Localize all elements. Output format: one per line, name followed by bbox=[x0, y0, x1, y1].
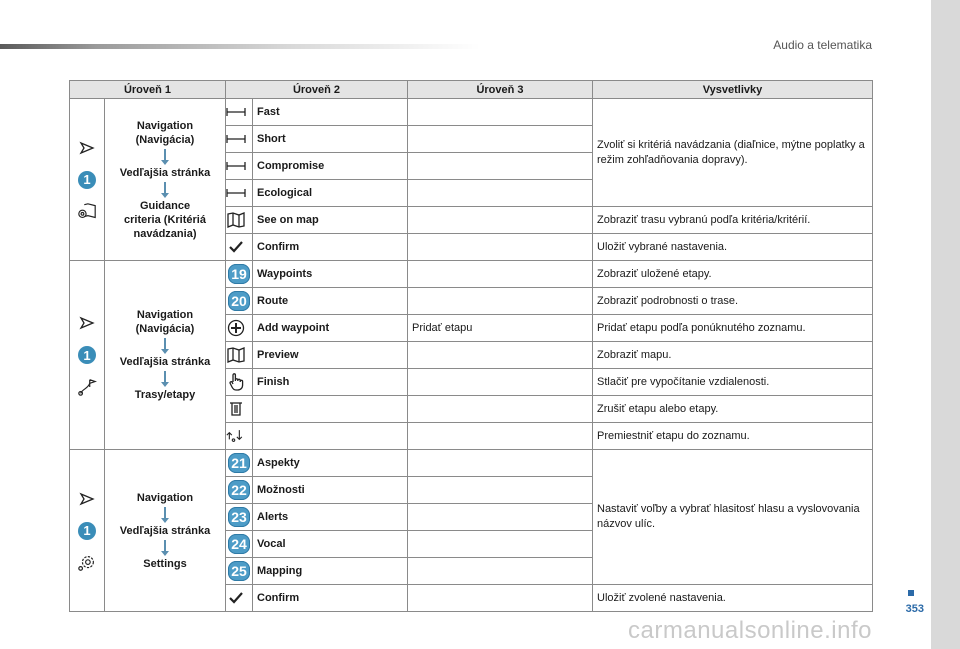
row-icon-cell[interactable] bbox=[226, 342, 253, 369]
description-cell: Zobraziť podrobnosti o trase. bbox=[593, 288, 873, 315]
row-icon-cell[interactable] bbox=[226, 423, 253, 450]
path-arrow-icon bbox=[164, 182, 166, 193]
navigation-arrow-icon bbox=[77, 313, 97, 333]
row-icon-cell[interactable] bbox=[226, 369, 253, 396]
row-icon-cell[interactable] bbox=[226, 207, 253, 234]
level2-cell[interactable]: Waypoints bbox=[253, 261, 408, 288]
page-header-title: Audio a telematika bbox=[773, 38, 872, 52]
description-cell: Zobraziť trasu vybranú podľa kritéria/kritérií. bbox=[593, 207, 873, 234]
table-row bbox=[70, 99, 873, 126]
path-arrow-icon bbox=[164, 507, 166, 518]
level3-cell bbox=[408, 261, 593, 288]
path-step: Vedľajšia stránka bbox=[119, 166, 211, 179]
row-icon-cell[interactable] bbox=[226, 315, 253, 342]
column-header: Vysvetlivky bbox=[593, 81, 873, 99]
description-cell: Zvoliť si kritériá navádzania (diaľnice, mýtne poplatky a režim zohľadňovania dopravy). bbox=[593, 99, 873, 207]
description-cell: Pridať etapu podľa ponúknutého zoznamu. bbox=[593, 315, 873, 342]
level1-icons-cell bbox=[70, 261, 105, 450]
path-arrow-icon bbox=[164, 371, 166, 382]
level3-cell bbox=[408, 207, 593, 234]
description-cell: Uložiť zvolené nastavenia. bbox=[593, 585, 873, 612]
side-strip bbox=[931, 0, 960, 649]
level3-cell bbox=[408, 369, 593, 396]
row-icon-cell[interactable] bbox=[226, 450, 253, 477]
step-badge-1: 1 bbox=[78, 522, 96, 540]
table-body bbox=[70, 99, 873, 612]
level2-cell[interactable]: Fast bbox=[253, 99, 408, 126]
level2-cell[interactable]: Možnosti bbox=[253, 477, 408, 504]
level2-cell[interactable] bbox=[253, 396, 408, 423]
path-step: Navigation (Navigácia) bbox=[135, 309, 195, 335]
level3-cell bbox=[408, 450, 593, 477]
path-arrow-icon bbox=[164, 540, 166, 551]
level3-cell bbox=[408, 423, 593, 450]
reorder-icon bbox=[226, 426, 246, 446]
level3-cell bbox=[408, 288, 593, 315]
description-cell: Zobraziť uložené etapy. bbox=[593, 261, 873, 288]
number-badge-25: 25 bbox=[228, 561, 250, 581]
level2-cell[interactable]: Aspekty bbox=[253, 450, 408, 477]
route-line-icon bbox=[226, 102, 246, 122]
number-badge-20: 20 bbox=[228, 291, 250, 311]
description-cell: Stlačiť pre vypočítanie vzdialenosti. bbox=[593, 369, 873, 396]
row-icon-cell[interactable] bbox=[226, 126, 253, 153]
description-cell: Uložiť vybrané nastavenia. bbox=[593, 234, 873, 261]
route-line-icon bbox=[226, 156, 246, 176]
step-badge-1: 1 bbox=[78, 346, 96, 364]
settings-map-icon bbox=[77, 202, 97, 222]
level2-cell[interactable] bbox=[253, 423, 408, 450]
level3-cell: Pridať etapu bbox=[408, 315, 593, 342]
level1-path-cell bbox=[105, 99, 226, 261]
level3-cell bbox=[408, 585, 593, 612]
route-line-icon bbox=[226, 129, 246, 149]
number-badge-22: 22 bbox=[228, 480, 250, 500]
level2-cell[interactable]: Preview bbox=[253, 342, 408, 369]
column-header: Úroveň 3 bbox=[408, 81, 593, 99]
row-icon-cell[interactable] bbox=[226, 585, 253, 612]
table-header-row bbox=[70, 81, 873, 99]
column-header: Úroveň 2 bbox=[226, 81, 408, 99]
description-cell: Nastaviť voľby a vybrať hlasitosť hlasu a vyslovovania názvov ulíc. bbox=[593, 450, 873, 585]
level2-cell[interactable]: Vocal bbox=[253, 531, 408, 558]
level3-cell bbox=[408, 99, 593, 126]
level3-cell bbox=[408, 531, 593, 558]
row-icon-cell[interactable] bbox=[226, 504, 253, 531]
path-step: Trasy/etapy bbox=[134, 389, 196, 401]
level2-cell[interactable]: Compromise bbox=[253, 153, 408, 180]
path-step: Settings bbox=[143, 557, 187, 570]
level2-cell[interactable]: Route bbox=[253, 288, 408, 315]
path-step: Vedľajšia stránka bbox=[119, 356, 211, 368]
row-icon-cell[interactable] bbox=[226, 261, 253, 288]
number-badge-23: 23 bbox=[228, 507, 250, 527]
level3-cell bbox=[408, 180, 593, 207]
table-row bbox=[70, 450, 873, 477]
table-row bbox=[70, 261, 873, 288]
level2-cell[interactable]: Ecological bbox=[253, 180, 408, 207]
map-icon bbox=[226, 210, 246, 230]
hand-pointer-icon bbox=[226, 372, 246, 392]
row-icon-cell[interactable] bbox=[226, 180, 253, 207]
level3-cell bbox=[408, 504, 593, 531]
level3-cell bbox=[408, 126, 593, 153]
watermark: carmanualsonline.info bbox=[628, 617, 872, 644]
settings-gear-icon bbox=[77, 553, 97, 573]
level1-path-cell bbox=[105, 261, 226, 450]
level2-cell[interactable]: Mapping bbox=[253, 558, 408, 585]
navigation-arrow-icon bbox=[77, 138, 97, 158]
number-badge-21: 21 bbox=[228, 453, 250, 473]
path-step: Navigation bbox=[136, 491, 194, 504]
path-step: Navigation (Navigácia) bbox=[135, 119, 195, 146]
row-icon-cell[interactable] bbox=[226, 477, 253, 504]
level1-path-cell bbox=[105, 450, 226, 612]
check-icon bbox=[226, 588, 246, 608]
level2-cell[interactable]: See on map bbox=[253, 207, 408, 234]
level3-cell bbox=[408, 153, 593, 180]
step-badge-1: 1 bbox=[78, 171, 96, 189]
path-arrow-icon bbox=[164, 338, 166, 349]
row-icon-cell[interactable] bbox=[226, 558, 253, 585]
level2-cell[interactable]: Add waypoint bbox=[253, 315, 408, 342]
level3-cell bbox=[408, 396, 593, 423]
level1-icons-cell bbox=[70, 99, 105, 261]
trash-icon bbox=[226, 399, 246, 419]
number-badge-24: 24 bbox=[228, 534, 250, 554]
number-badge-19: 19 bbox=[228, 264, 250, 284]
page-marker bbox=[908, 590, 914, 596]
level3-cell bbox=[408, 558, 593, 585]
header-gradient-bar bbox=[0, 44, 480, 49]
path-arrow-icon bbox=[164, 149, 166, 160]
level3-cell bbox=[408, 342, 593, 369]
path-step: Vedľajšia stránka bbox=[119, 524, 211, 537]
column-header: Úroveň 1 bbox=[70, 81, 226, 99]
row-icon-cell[interactable] bbox=[226, 396, 253, 423]
add-circle-icon bbox=[226, 318, 246, 338]
path-step: Guidance criteria (Kritériá navádzania) bbox=[124, 199, 206, 240]
level2-cell[interactable]: Short bbox=[253, 126, 408, 153]
description-cell: Zobraziť mapu. bbox=[593, 342, 873, 369]
page-number: 353 bbox=[905, 603, 924, 615]
level2-cell[interactable]: Finish bbox=[253, 369, 408, 396]
level1-icons-cell bbox=[70, 450, 105, 612]
level3-cell bbox=[408, 234, 593, 261]
row-icon-cell[interactable] bbox=[226, 234, 253, 261]
route-flag-icon bbox=[77, 377, 97, 397]
level2-cell[interactable]: Confirm bbox=[253, 234, 408, 261]
row-icon-cell[interactable] bbox=[226, 288, 253, 315]
map-icon bbox=[226, 345, 246, 365]
check-icon bbox=[226, 237, 246, 257]
level2-cell[interactable]: Alerts bbox=[253, 504, 408, 531]
description-cell: Zrušiť etapu alebo etapy. bbox=[593, 396, 873, 423]
row-icon-cell[interactable] bbox=[226, 99, 253, 126]
row-icon-cell[interactable] bbox=[226, 531, 253, 558]
row-icon-cell[interactable] bbox=[226, 153, 253, 180]
menu-table bbox=[69, 80, 873, 612]
navigation-arrow-icon bbox=[77, 489, 97, 509]
level2-cell[interactable]: Confirm bbox=[253, 585, 408, 612]
route-line-icon bbox=[226, 183, 246, 203]
level3-cell bbox=[408, 477, 593, 504]
description-cell: Premiestniť etapu do zoznamu. bbox=[593, 423, 873, 450]
